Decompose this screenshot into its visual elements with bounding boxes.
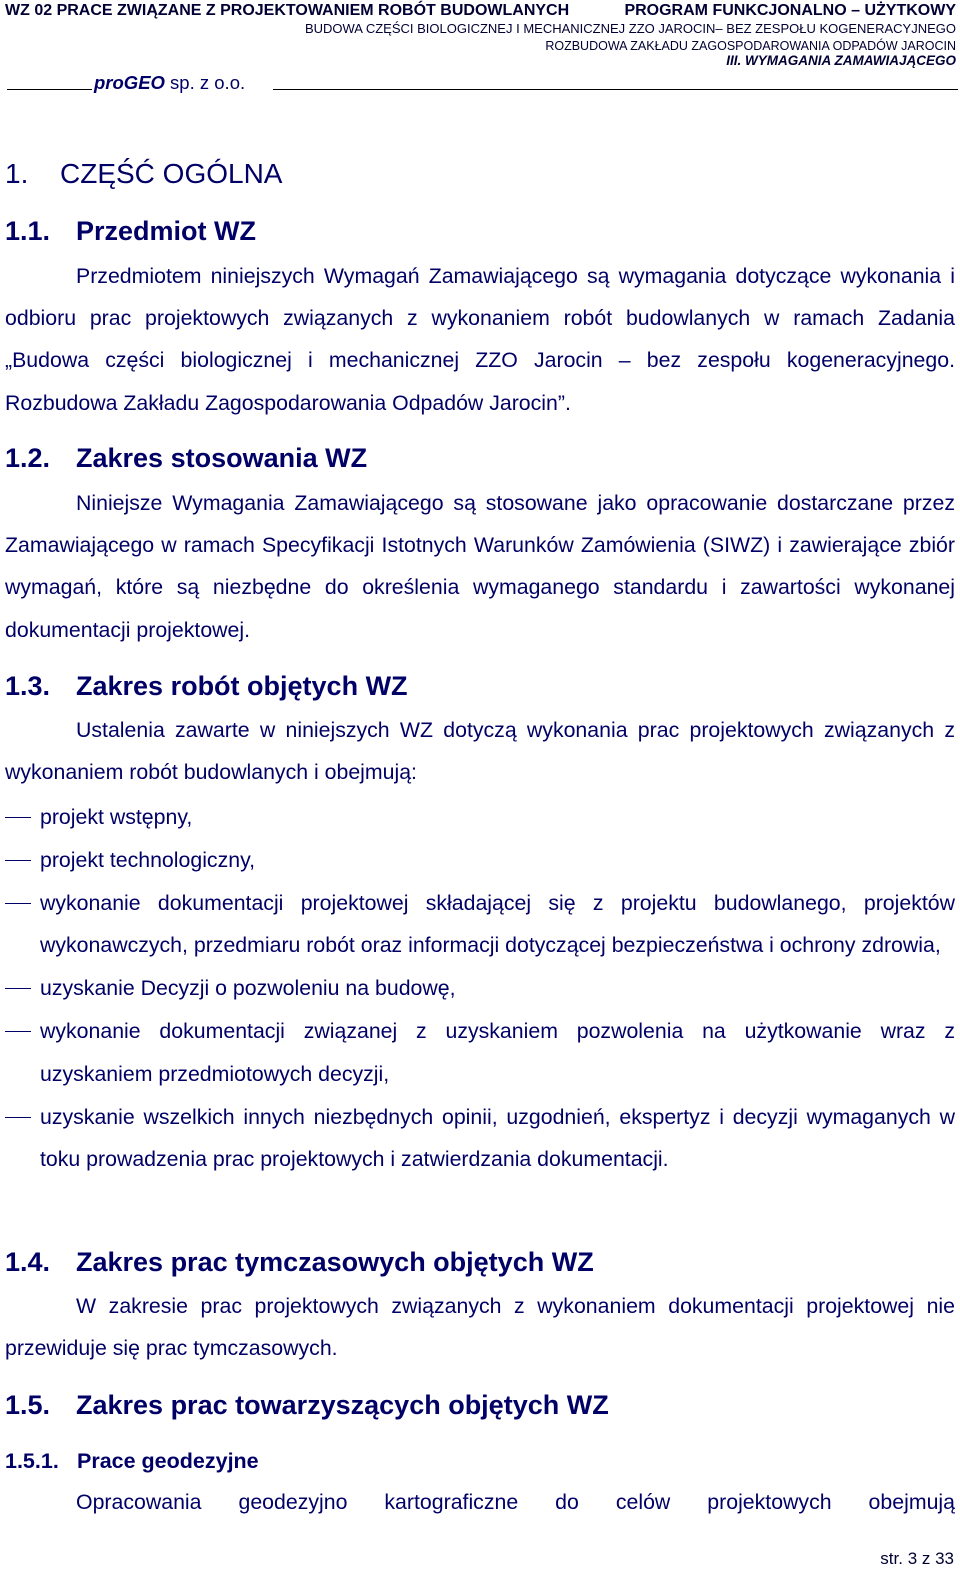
section-number: 1.2. bbox=[5, 443, 51, 473]
list-item-text: projekt technologiczny, bbox=[40, 847, 256, 872]
list-item-text: uzyskanie Decyzji o pozwoleniu na budowę, bbox=[40, 976, 456, 1001]
section-heading-1-3 bbox=[5, 671, 905, 705]
header-project-line: BUDOWA CZĘŚCI BIOLOGICZNEJ I MECHANICZNEJ ZZO JAROCIN– BEZ ZESPOŁU KOGENERACYJNEGO bbox=[304, 21, 956, 36]
paragraph-1-2 bbox=[5, 482, 955, 651]
section-heading-1-2 bbox=[5, 443, 905, 477]
company-name-brand: proGEO bbox=[94, 72, 165, 93]
company-line bbox=[5, 72, 960, 94]
section-title: Zakres prac towarzyszących objętych WZ bbox=[76, 1390, 609, 1420]
section-number: 1.1. bbox=[5, 216, 51, 246]
section-number: 1.3. bbox=[5, 671, 51, 701]
section-title: CZĘŚĆ OGÓLNA bbox=[60, 158, 283, 189]
paragraph-1-3 bbox=[5, 709, 955, 793]
section-title: Zakres prac tymczasowych objętych WZ bbox=[76, 1247, 594, 1277]
header-rule-left bbox=[7, 89, 92, 90]
list-item-text: wykonanie dokumentacji projektowej składającej się z projektu budowlanego, projektów wykonawczych, przedmiaru robót oraz informacji dotyczącej bezpieczeństwa i ochrony zdrowia, bbox=[40, 890, 955, 958]
paragraph-1-1 bbox=[5, 255, 955, 424]
section-title: Zakres stosowania WZ bbox=[76, 443, 368, 473]
section-heading-1-1 bbox=[5, 216, 905, 250]
dash-bullet-icon bbox=[5, 860, 31, 861]
section-heading-1-5-1 bbox=[5, 1449, 905, 1477]
list-item bbox=[5, 796, 955, 839]
section-number: 1. bbox=[5, 158, 29, 189]
list-item-text: wykonanie dokumentacji związanej z uzyskaniem pozwolenia na użytkowanie wraz z uzyskaniem przedmiotowych decyzji, bbox=[40, 1018, 955, 1086]
list-item-text: projekt wstępny, bbox=[40, 805, 193, 829]
list-item bbox=[5, 882, 955, 968]
company-name-suffix: sp. z o.o. bbox=[164, 72, 246, 93]
list-item bbox=[5, 967, 955, 1010]
paragraph-text: W zakresie prac projektowych związanych z wykonaniem dokumentacji projektowej nie przewiduje się prac tymczasowych. bbox=[5, 1294, 955, 1361]
section-heading-1-4 bbox=[5, 1247, 905, 1281]
paragraph-text: Ustalenia zawarte w niniejszych WZ dotyczą wykonania prac projektowych związanych z wykonaniem robót budowlanych i obejmują: bbox=[5, 718, 955, 785]
dash-bullet-icon bbox=[5, 903, 31, 904]
paragraph-text: Opracowania geodezyjno kartograficzne do celów projektowych obejmują bbox=[76, 1490, 955, 1514]
header-expansion-line: ROZBUDOWA ZAKŁADU ZAGOSPODAROWANIA ODPADÓW JAROCIN bbox=[545, 39, 956, 53]
dash-bullet-icon bbox=[5, 988, 31, 989]
list-item bbox=[5, 1096, 955, 1182]
header-part-line: III. WYMAGANIA ZAMAWIAJĄCEGO bbox=[726, 53, 956, 68]
list-item bbox=[5, 1010, 955, 1096]
list-item-text: uzyskanie wszelkich innych niezbędnych opinii, uzgodnień, ekspertyz i decyzji wymaganych w toku prowadzenia prac projektowych i zatwierdzania dokumentacji. bbox=[40, 1104, 955, 1172]
section-number: 1.5. bbox=[5, 1390, 51, 1420]
page-number: str. 3 z 33 bbox=[880, 1549, 954, 1568]
list-item bbox=[5, 839, 955, 882]
header-rule-right bbox=[273, 89, 958, 90]
dash-bullet-icon bbox=[5, 1117, 31, 1118]
section-number: 1.5.1. bbox=[5, 1449, 59, 1473]
company-name bbox=[94, 72, 245, 94]
paragraph-1-4 bbox=[5, 1285, 955, 1369]
section-title: Przedmiot WZ bbox=[76, 216, 256, 246]
section-number: 1.4. bbox=[5, 1247, 51, 1277]
header-document-code: WZ 02 PRACE ZWIĄZANE Z PROJEKTOWANIEM ROBÓT BUDOWLANYCH bbox=[5, 2, 570, 19]
scope-list bbox=[5, 796, 955, 1181]
section-heading-1-5 bbox=[5, 1390, 905, 1424]
section-title: Prace geodezyjne bbox=[77, 1449, 259, 1473]
section-heading-1 bbox=[5, 158, 282, 190]
paragraph-text: Niniejsze Wymagania Zamawiającego są stosowane jako opracowanie dostarczane przez Zamawiającego w ramach Specyfikacji Istotnych Warunków Zamówienia (SIWZ) i zawierające zbiór wymagań, które są niezbędne do określenia wymaganego standardu i zawartości wykonanej dokumentacji projektowej. bbox=[5, 491, 955, 642]
dash-bullet-icon bbox=[5, 1031, 31, 1032]
section-title: Zakres robót objętych WZ bbox=[76, 671, 408, 701]
header-program-title: PROGRAM FUNKCJONALNO – UŻYTKOWY bbox=[624, 2, 956, 19]
dash-bullet-icon bbox=[5, 817, 31, 818]
page-header bbox=[0, 2, 960, 22]
paragraph-text: Przedmiotem niniejszych Wymagań Zamawiającego są wymagania dotyczące wykonania i odbioru prac projektowych związanych z wykonaniem robót budowlanych w ramach Zadania „Budowa części biologicznej i mechanicznej ZZO Jarocin – bez zespołu kogeneracyjnego. Rozbudowa Zakładu Zagospodarowania Odpadów Jarocin”. bbox=[5, 264, 955, 415]
paragraph-1-5-1 bbox=[5, 1481, 955, 1523]
